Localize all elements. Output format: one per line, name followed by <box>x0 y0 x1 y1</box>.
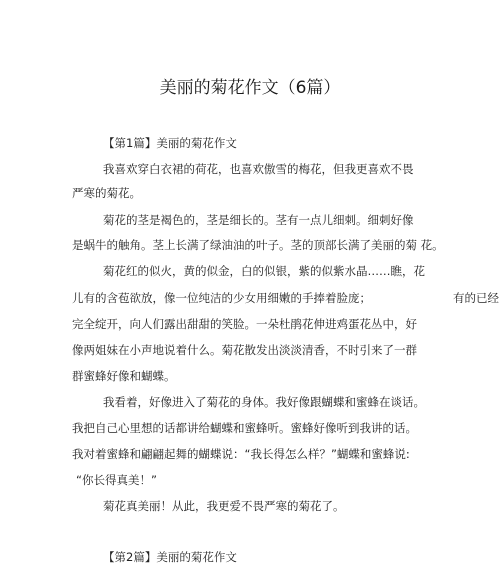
paragraph-line: 我喜欢穿白衣裙的荷花，也喜欢傲雪的梅花，但我更喜欢不畏 <box>103 162 414 176</box>
paragraph-line: 菊花的茎是褐色的，茎是细长的。茎有一点儿细刺。细刺好像 <box>103 213 414 227</box>
paragraph-line: 群蜜蜂好像和蝴蝶。 <box>72 369 176 383</box>
section-heading-1: 【第1篇】美丽的菊花作文 <box>103 136 237 150</box>
paragraph-line-left: 儿有的含苞欲放，像一位纯洁的少女用细嫩的手捧着脸庞； <box>72 291 371 305</box>
paragraph-line: 菊花真美丽！从此，我更爱不畏严寒的菊花了。 <box>103 499 345 513</box>
paragraph-line: “你长得真美！” <box>76 473 157 487</box>
paragraph-line-right: 有的已经 <box>453 291 499 305</box>
document-title: 美丽的菊花作文（6篇） <box>159 78 341 98</box>
paragraph-line: 严寒的菊花。 <box>72 186 141 200</box>
paragraph-line: 菊花红的似火，黄的似金，白的似银，紫的似紫水晶……瞧，花 <box>103 264 425 278</box>
paragraph-line: 像两姐妹在小声地说着什么。菊花散发出淡淡清香，不时引来了一群 <box>72 343 417 357</box>
paragraph-line: 我对着蜜蜂和翩翩起舞的蝴蝶说：“我长得怎么样？”蝴蝶和蜜蜂说: <box>72 447 410 461</box>
section-heading-2: 【第2篇】美丽的菊花作文 <box>103 550 237 564</box>
paragraph-line <box>72 290 500 306</box>
paragraph-line: 我把自己心里想的话都讲给蝴蝶和蜜蜂听。蜜蜂好像听到我讲的话。 <box>72 421 417 435</box>
paragraph-line: 是蜗牛的触角。茎上长满了绿油油的叶子。茎的顶部长满了美丽的菊 花。 <box>72 238 444 252</box>
paragraph-line: 完全绽开，向人们露出甜甜的笑脸。一朵杜鹃花伸进鸡蛋花丛中，好 <box>72 317 417 331</box>
paragraph-line: 我看着，好像进入了菊花的身体。我好像跟蝴蝶和蜜蜂在谈话。 <box>103 395 425 409</box>
